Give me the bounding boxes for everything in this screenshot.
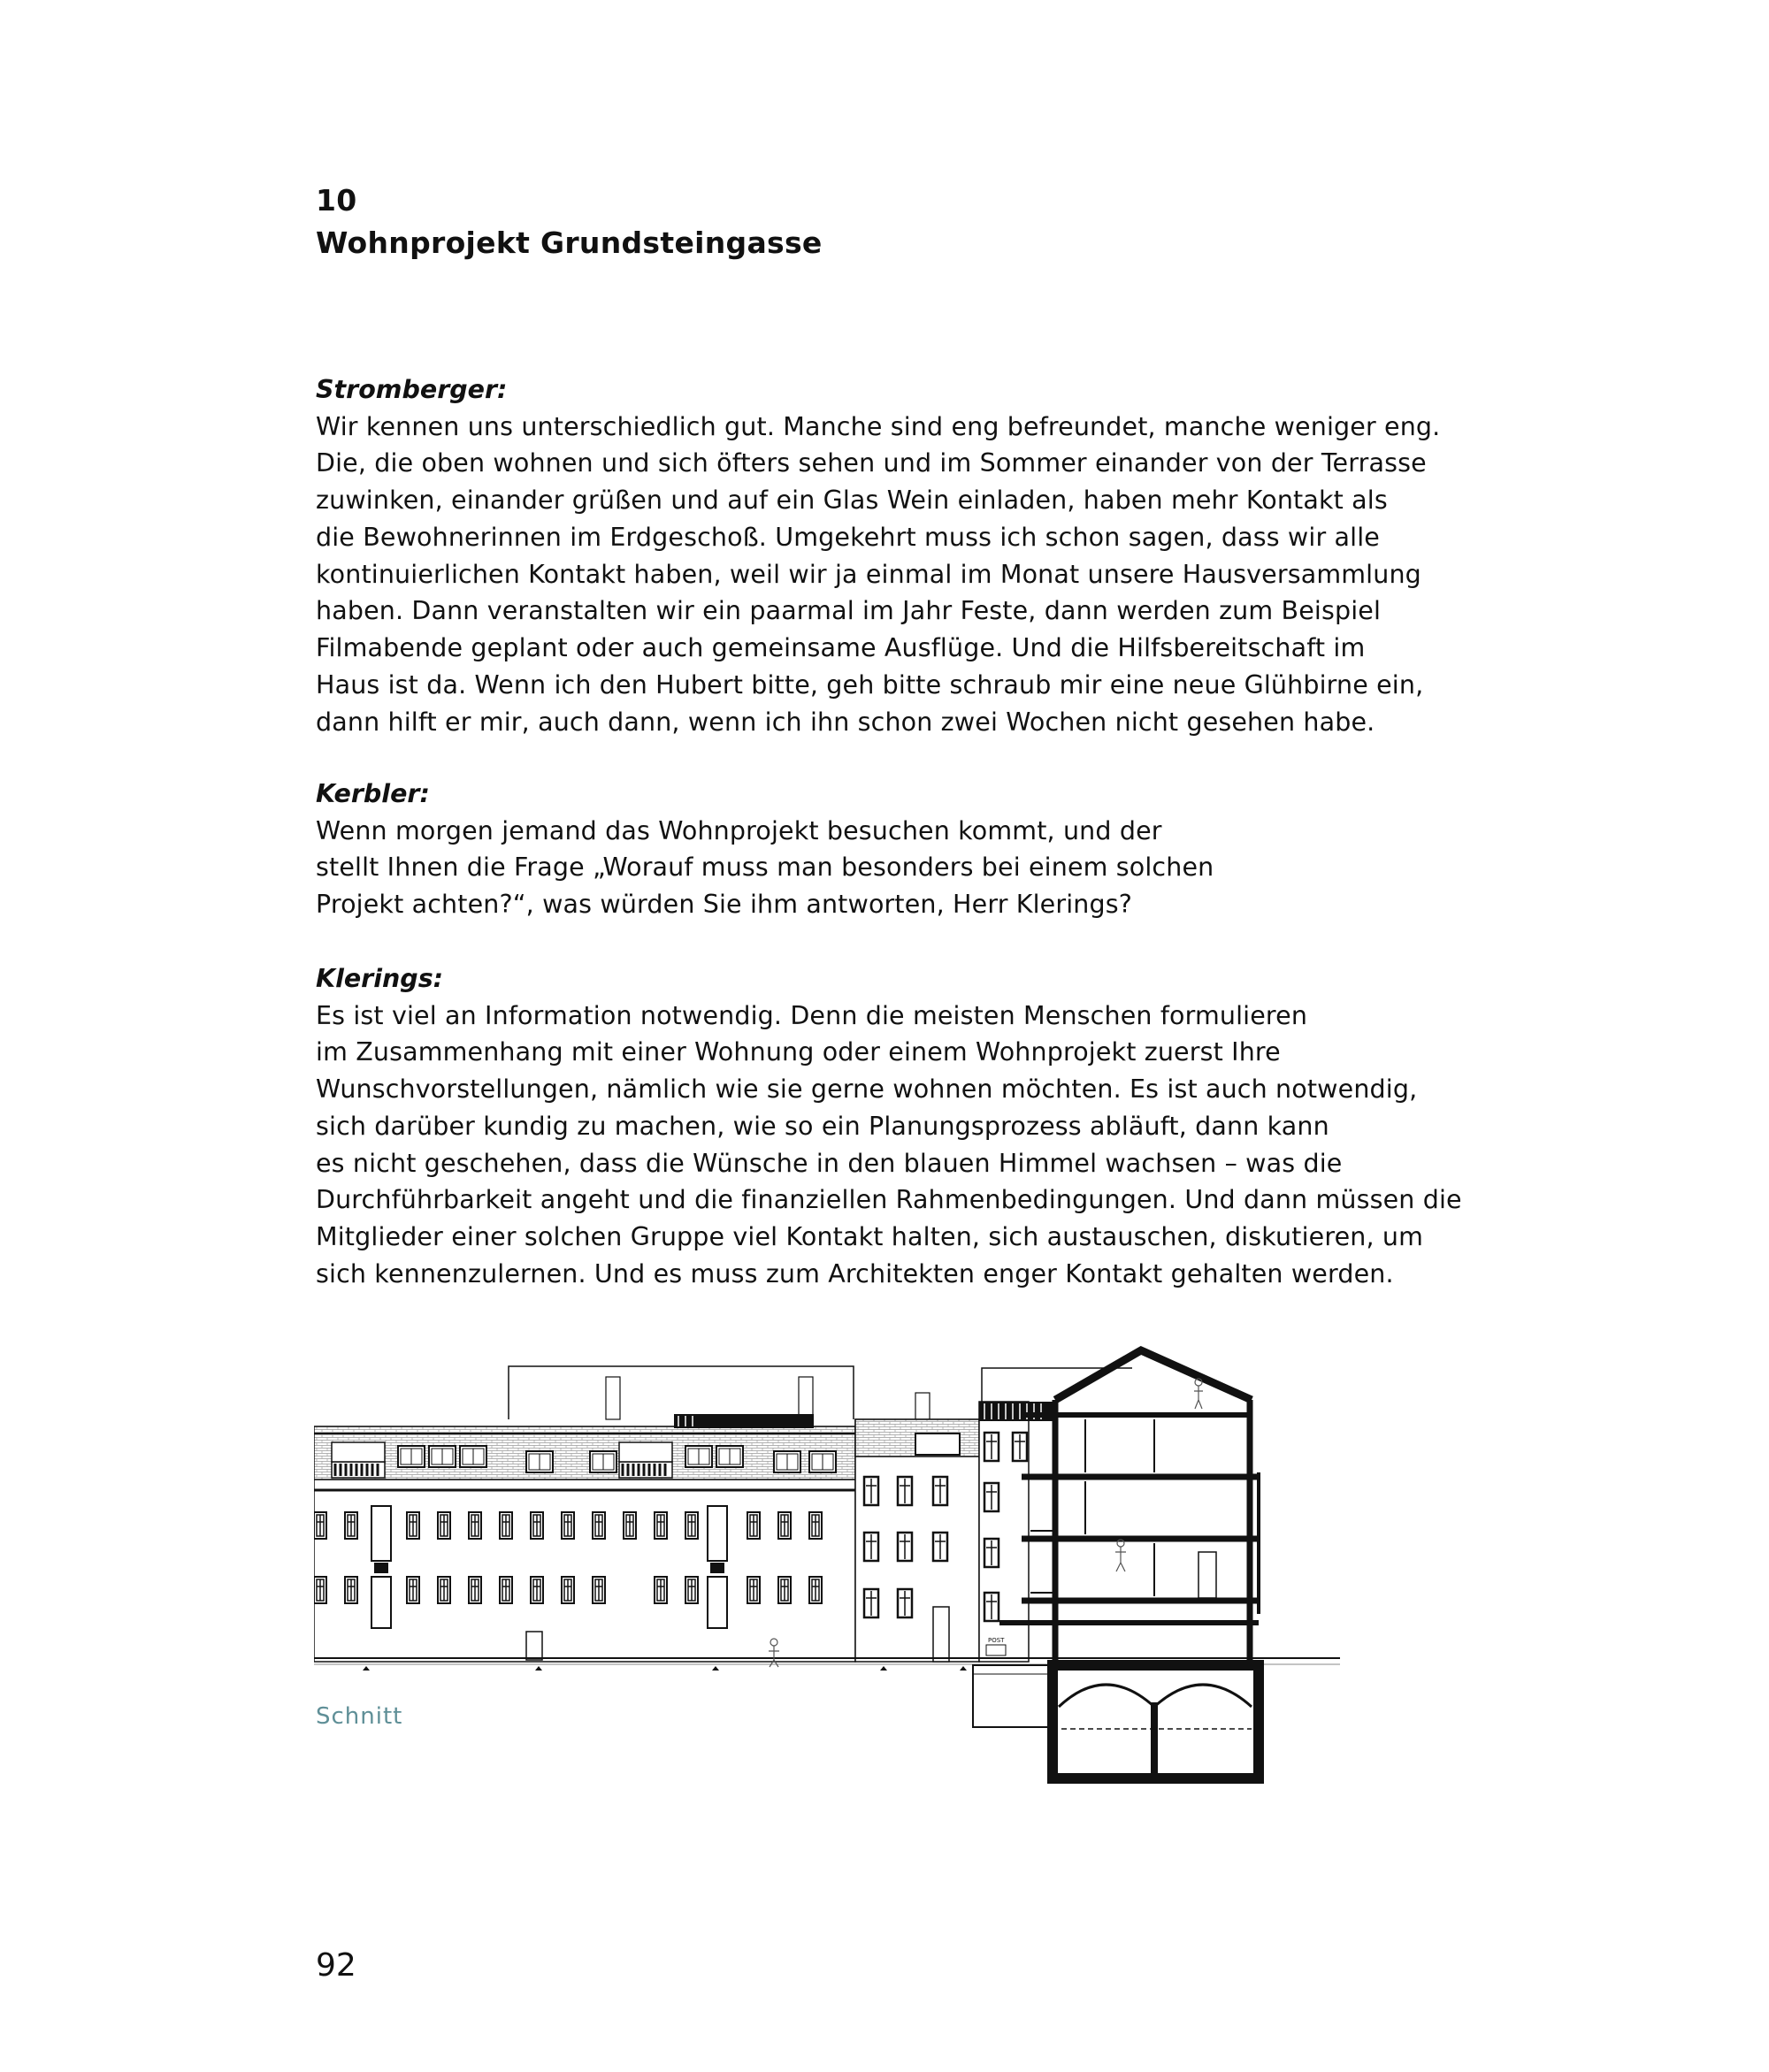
dialogue-block-kerbler [316, 776, 1474, 923]
post-sign: POST [988, 1637, 1005, 1644]
chapter-title: Wohnprojekt Grundsteingasse [316, 226, 823, 260]
figure-caption: Schnitt [316, 1703, 403, 1730]
speaker-text: Wir kennen uns unterschiedlich gut. Manche sind eng befreundet, manche weniger eng. Die, die oben wohnen und sich öfters sehen und im Sommer einander von der Terrasse zuwinken, einander grüßen und auf ein Glas Wein einladen, haben mehr Kontakt als die Bewohnerinnen im Erdgeschoß. Umgekehrt muss ich schon sagen, dass wir alle kontinuierlichen Kontakt haben, weil wir ja einmal im Monat unsere Hausversammlung haben. Dann veranstalten wir ein paarmal im Jahr Feste, dann werden zum Beispiel Filmabende geplant oder auch gemeinsame Ausflüge. Und die Hilfsbereitschaft im Haus ist da. Wenn ich den Hubert bitte, geh bitte schraub mir eine neue Glühbirne ein, dann hilft er mir, auch dann, wenn ich ihn schon zwei Wochen nicht gesehen habe. [316, 411, 1441, 737]
speaker-text: Wenn morgen jemand das Wohnprojekt besuchen kommt, und der stellt Ihnen die Frage „Worauf muss man besonders bei einem solchen Projekt achten?“, was würden Sie ihm antworten, Herr Klerings? [316, 815, 1214, 920]
chapter-heading [316, 180, 1466, 264]
chapter-number: 10 [316, 183, 357, 218]
speaker-name: Stromberger: [316, 375, 508, 404]
dialogue-block-stromberger [316, 371, 1474, 741]
speaker-name: Klerings: [316, 964, 444, 993]
building-section-drawing [314, 1331, 1340, 1804]
speaker-text: Es ist viel an Information notwendig. Denn die meisten Menschen formulieren im Zusammenhang mit einer Wohnung oder einem Wohnprojekt zuerst Ihre Wunschvorstellungen, nämlich wie sie gerne wohnen möchten. Es ist auch notwendig, sich darüber kundig zu machen, wie so ein Planungsprozess abläuft, dann kann es nicht geschehen, dass die Wünsche in den blauen Himmel wachsen – was die Durchführbarkeit angeht und die finanziellen Rahmenbedingungen. Und dann müssen die Mitglieder einer solchen Gruppe viel Kontakt halten, sich austauschen, diskutieren, um sich kennenzulernen. Und es muss zum Architekten enger Kontakt gehalten werden. [316, 1000, 1462, 1289]
page-number: 92 [316, 1947, 356, 1984]
speaker-name: Kerbler: [316, 779, 430, 808]
dialogue-block-klerings [316, 960, 1474, 1293]
